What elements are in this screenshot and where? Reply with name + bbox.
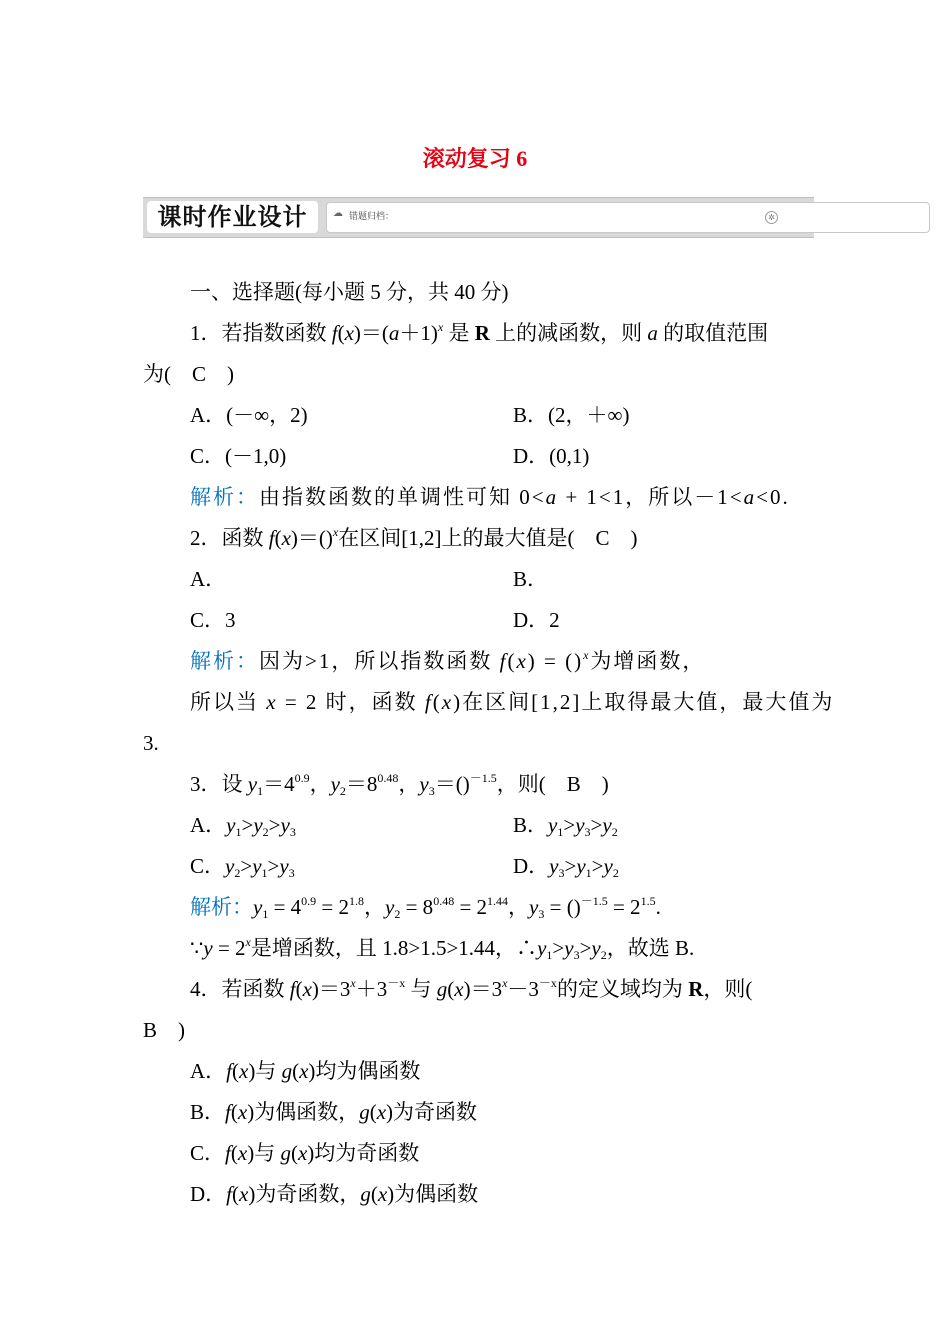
q1-explanation: 解析：由指数函数的单调性可知 0<a + 1<1，所以－1<a<0. xyxy=(190,485,790,509)
q3-option-c: C．$y_2>y_1>y_3$ xyxy=(190,854,295,880)
q1-stem: 1．若指数函数 $f(x)=(a+1)^x$ 是 R 上的减函数，则 a 的取值范围 xyxy=(190,320,769,345)
error-archive-field[interactable] xyxy=(326,202,930,233)
q3-option-a: A．$y_1>y_2>y_3$ xyxy=(190,813,296,839)
q2-stem: 2．函数 f(x)＝()$^x$在区间[1,2]上的最大值是( C ) xyxy=(190,525,638,550)
q3-option-d: D．$y_3>y_1>y_2$ xyxy=(513,854,619,880)
q2-option-d: D．2 xyxy=(513,608,560,632)
q1-option-c: C．(－1,0) xyxy=(190,444,287,468)
q1-stem-cont: 为( C ) xyxy=(143,362,234,386)
q3-stem: 3．设 $y_1=4^{0.9}$，$y_2=8^{0.48}$，$y_3=()^{-1.5}$，则( B ) xyxy=(190,771,609,798)
banner-label: 课时作业设计 xyxy=(147,201,318,233)
q3-explanation-line2: ∵y = $2^x$是增函数，且 1.8>1.5>1.44，$\therefore y_1>y_3>y_2$，故选 B. xyxy=(190,935,695,962)
page-title: 滚动复习 6 xyxy=(422,146,528,171)
q1-option-b: B．(2，＋∞) xyxy=(513,403,630,427)
q2-option-a: A． xyxy=(190,567,227,591)
q1-option-d: D．(0,1) xyxy=(513,444,590,468)
q4-stem: 4．若函数 $f(x)=3^x+3^{-x}$ 与 $g(x)=3^x-3^{-x}$的定义域均为 R，则( xyxy=(190,976,753,1001)
q2-option-b: B． xyxy=(513,567,549,591)
q2-explanation: 解析：因为>1，所以指数函数 f(x) = ()$^x$为增函数， xyxy=(190,648,706,673)
q4-option-d: D．f(x)为奇函数，g(x)为偶函数 xyxy=(190,1182,479,1206)
gear-icon[interactable]: ✲ xyxy=(765,211,778,224)
q4-option-c: C．f(x)与 g(x)均为奇函数 xyxy=(190,1141,420,1165)
q3-explanation: 解析：$y_1 = 4^{0.9} = 2^{1.8}$，$y_2 = 8^{0.48} = 2^{1.44}$，$y_3 = ()^{-1.5} = 2^{1.5}$. xyxy=(190,894,661,921)
q2-option-c: C．3 xyxy=(190,608,236,632)
error-archive-label: 错题归档： xyxy=(349,212,395,222)
cloud-icon: ☁ xyxy=(333,208,343,219)
q1-option-a: A．(－∞，2) xyxy=(190,403,308,427)
section-heading: 一、选择题(每小题 5 分，共 40 分) xyxy=(190,280,509,304)
homework-banner xyxy=(143,197,814,238)
q2-explanation-line3: 3. xyxy=(143,731,159,755)
q4-option-b: B．f(x)为偶函数，g(x)为奇函数 xyxy=(190,1100,478,1124)
q4-answer: B ) xyxy=(143,1018,185,1042)
q2-explanation-line2: 所以当 x = 2 时，函数 f(x)在区间[1,2]上取得最大值，最大值为 xyxy=(190,690,835,714)
q4-option-a: A．f(x)与 g(x)均为偶函数 xyxy=(190,1059,421,1083)
q3-option-b: B．$y_1>y_3>y_2$ xyxy=(513,813,618,839)
